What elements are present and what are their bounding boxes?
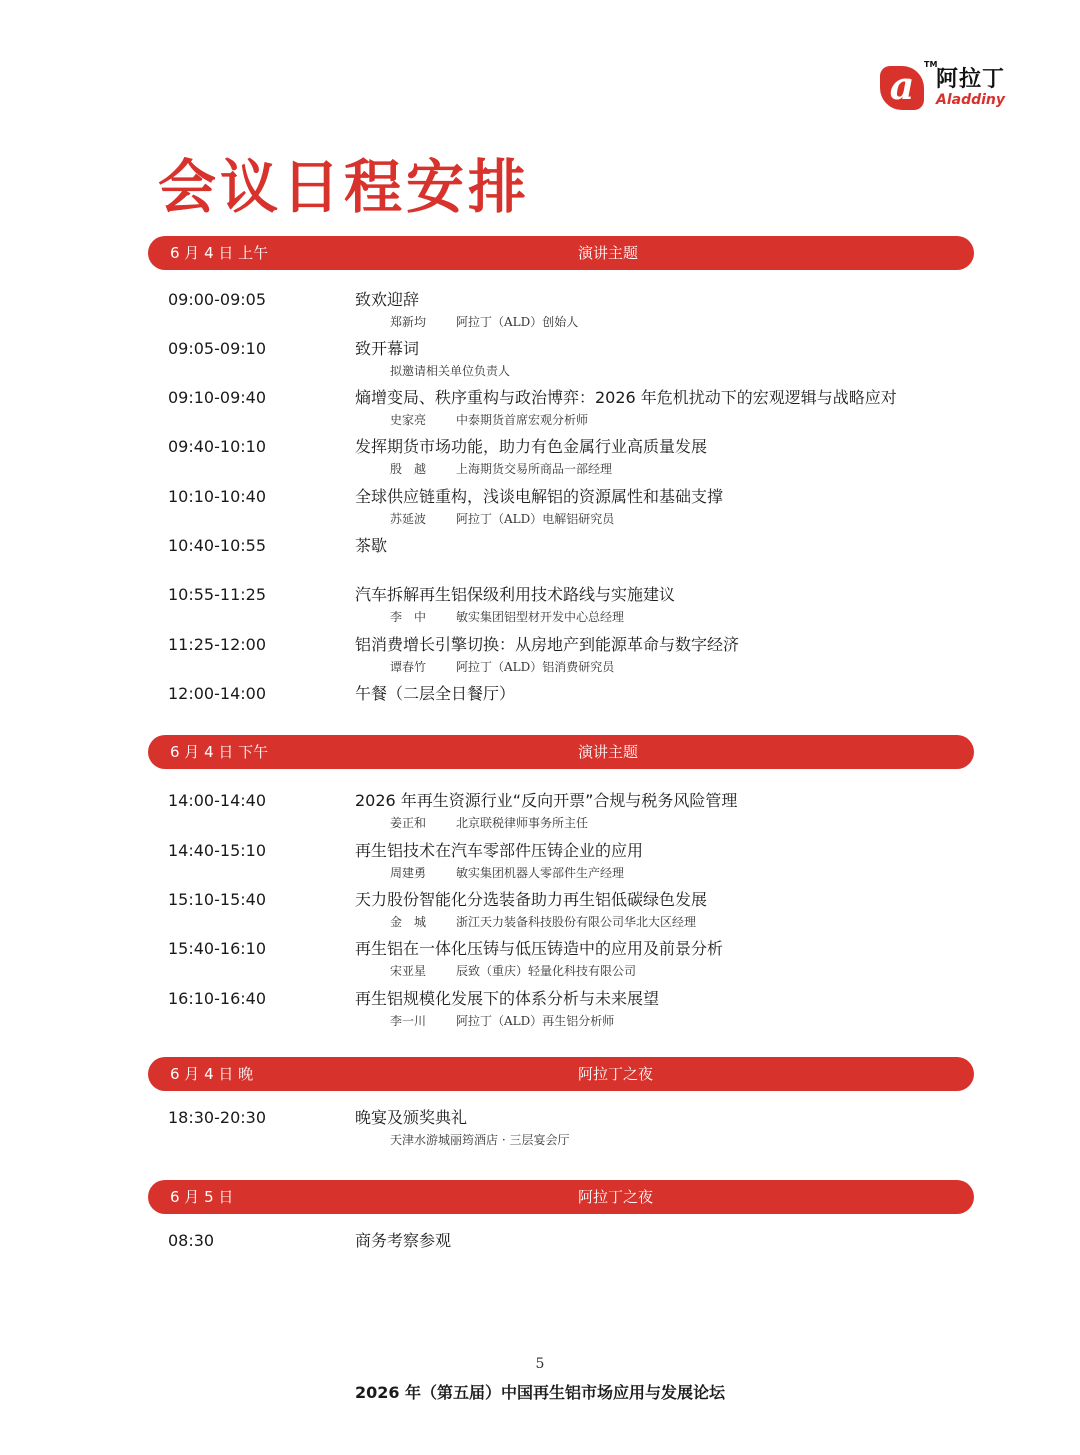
speaker-role: 北京联税律师事务所主任	[456, 816, 589, 830]
speaker-name: 李一川	[390, 1014, 427, 1028]
speaker-name: 姜正和	[390, 816, 427, 830]
schedule-row	[0, 486, 1080, 534]
schedule-time: 18:30-20:30	[168, 1108, 266, 1127]
schedule-time: 09:00-09:05	[168, 290, 266, 309]
speaker-name: 金 城	[390, 915, 427, 929]
schedule-time: 10:40-10:55	[168, 536, 266, 555]
section-theme: 演讲主题	[578, 244, 639, 262]
schedule-row	[0, 634, 1080, 682]
schedule-time: 14:40-15:10	[168, 841, 266, 860]
schedule-time: 09:10-09:40	[168, 388, 266, 407]
schedule-row	[0, 387, 1080, 435]
schedule-row	[0, 1230, 1080, 1278]
schedule-topic: 汽车拆解再生铝保级利用技术路线与实施建议	[355, 585, 676, 604]
section-day: 6 月 4 日 下午	[170, 743, 269, 761]
section-bar-morning	[148, 236, 974, 270]
schedule-time: 10:10-10:40	[168, 487, 266, 506]
section-bar-afternoon	[148, 735, 974, 769]
page-number: 5	[535, 1356, 545, 1372]
schedule-topic: 致开幕词	[355, 339, 420, 358]
section-day: 6 月 5 日	[170, 1188, 234, 1206]
schedule-row	[0, 889, 1080, 937]
schedule-topic: 再生铝规模化发展下的体系分析与未来展望	[355, 989, 660, 1008]
aladdin-logo	[880, 60, 1020, 112]
schedule-topic: 天力股份智能化分选装备助力再生铝低碳绿色发展	[355, 890, 708, 909]
schedule-venue-line	[390, 1131, 569, 1149]
speaker-role: 辰致（重庆）轻量化科技有限公司	[456, 964, 637, 978]
schedule-time: 14:00-14:40	[168, 791, 266, 810]
section-theme: 阿拉丁之夜	[578, 1188, 654, 1206]
speaker-name: 殷 越	[390, 462, 427, 476]
schedule-row	[0, 790, 1080, 838]
footer-forum-title: 2026 年（第五届）中国再生铝市场应用与发展论坛	[354, 1383, 726, 1402]
speaker-name: 史家亮	[390, 413, 427, 427]
schedule-time: 16:10-16:40	[168, 989, 266, 1008]
speaker-role: 浙江天力装备科技股份有限公司华北大区经理	[456, 915, 697, 929]
venue-name: 天津水游城丽筠酒店 · 三层宴会厅	[390, 1133, 570, 1147]
section-day: 6 月 4 日 晚	[170, 1065, 254, 1083]
schedule-speaker-line	[390, 411, 588, 429]
schedule-row	[0, 1107, 1080, 1155]
section-bar-day2	[148, 1180, 974, 1214]
logo-chinese-name: 阿拉丁	[936, 66, 1006, 92]
schedule-speaker-line	[390, 962, 636, 980]
speaker-name: 郑新均	[390, 315, 427, 329]
speaker-name: 苏延波	[390, 512, 427, 526]
schedule-topic: 午餐（二层全日餐厅）	[355, 684, 516, 703]
schedule-topic: 再生铝技术在汽车零部件压铸企业的应用	[355, 841, 644, 860]
speaker-name: 李 中	[390, 610, 427, 624]
schedule-row	[0, 338, 1080, 386]
schedule-time: 10:55-11:25	[168, 585, 266, 604]
schedule-speaker-line	[390, 658, 614, 676]
schedule-speaker-line	[390, 608, 624, 626]
logo-english-name: Aladdiny	[936, 92, 1006, 108]
speaker-name: 周建勇	[390, 866, 427, 880]
schedule-speaker-line	[390, 1012, 614, 1030]
schedule-topic: 致欢迎辞	[355, 290, 420, 309]
schedule-row	[0, 840, 1080, 888]
schedule-topic: 商务考察参观	[355, 1231, 452, 1250]
speaker-role: 阿拉丁（ALD）创始人	[456, 315, 579, 329]
schedule-time: 12:00-14:00	[168, 684, 266, 703]
schedule-topic: 铝消费增长引擎切换：从房地产到能源革命与数字经济	[355, 635, 740, 654]
schedule-time: 08:30	[168, 1231, 215, 1250]
speaker-role: 阿拉丁（ALD）铝消费研究员	[456, 660, 615, 674]
speaker-role: 敏实集团铝型材开发中心总经理	[456, 610, 625, 624]
schedule-time: 09:05-09:10	[168, 339, 266, 358]
schedule-topic: 发挥期货市场功能，助力有色金属行业高质量发展	[355, 437, 708, 456]
schedule-row	[0, 584, 1080, 632]
trademark-label: TM	[924, 60, 938, 69]
schedule-time: 15:10-15:40	[168, 890, 266, 909]
schedule-topic: 全球供应链重构，浅谈电解铝的资源属性和基础支撑	[355, 487, 724, 506]
schedule-topic: 2026 年再生资源行业“反向开票”合规与税务风险管理	[355, 791, 738, 810]
speaker-name: 谭春竹	[390, 660, 427, 674]
speaker-role: 中泰期货首席宏观分析师	[456, 413, 589, 427]
section-theme: 阿拉丁之夜	[578, 1065, 654, 1083]
schedule-speaker-line	[390, 362, 510, 380]
schedule-speaker-line	[390, 460, 612, 478]
speaker-name: 拟邀请相关单位负责人	[390, 364, 511, 378]
schedule-row	[0, 436, 1080, 484]
schedule-row	[0, 535, 1080, 583]
schedule-time: 15:40-16:10	[168, 939, 266, 958]
schedule-time: 11:25-12:00	[168, 635, 266, 654]
schedule-speaker-line	[390, 913, 696, 931]
speaker-role: 阿拉丁（ALD）再生铝分析师	[456, 1014, 615, 1028]
speaker-role: 上海期货交易所商品一部经理	[456, 462, 613, 476]
schedule-speaker-line	[390, 864, 624, 882]
schedule-topic: 再生铝在一体化压铸与低压铸造中的应用及前景分析	[355, 939, 724, 958]
section-theme: 演讲主题	[578, 743, 639, 761]
schedule-row	[0, 938, 1080, 986]
schedule-speaker-line	[390, 510, 614, 528]
schedule-row	[0, 683, 1080, 731]
speaker-role: 敏实集团机器人零部件生产经理	[456, 866, 625, 880]
logo-mark-icon: a	[880, 66, 924, 110]
schedule-topic: 晚宴及颁奖典礼	[355, 1108, 468, 1127]
schedule-speaker-line	[390, 313, 578, 331]
schedule-row	[0, 988, 1080, 1036]
section-day: 6 月 4 日 上午	[170, 244, 269, 262]
speaker-name: 宋亚星	[390, 964, 427, 978]
schedule-time: 09:40-10:10	[168, 437, 266, 456]
speaker-role: 阿拉丁（ALD）电解铝研究员	[456, 512, 615, 526]
schedule-row	[0, 289, 1080, 337]
schedule-topic: 茶歇	[355, 536, 388, 555]
schedule-topic: 熵增变局、秩序重构与政治博弈：2026 年危机扰动下的宏观逻辑与战略应对	[355, 388, 897, 407]
section-bar-evening	[148, 1057, 974, 1091]
schedule-speaker-line	[390, 814, 588, 832]
page-title: 会议日程安排	[158, 153, 531, 221]
